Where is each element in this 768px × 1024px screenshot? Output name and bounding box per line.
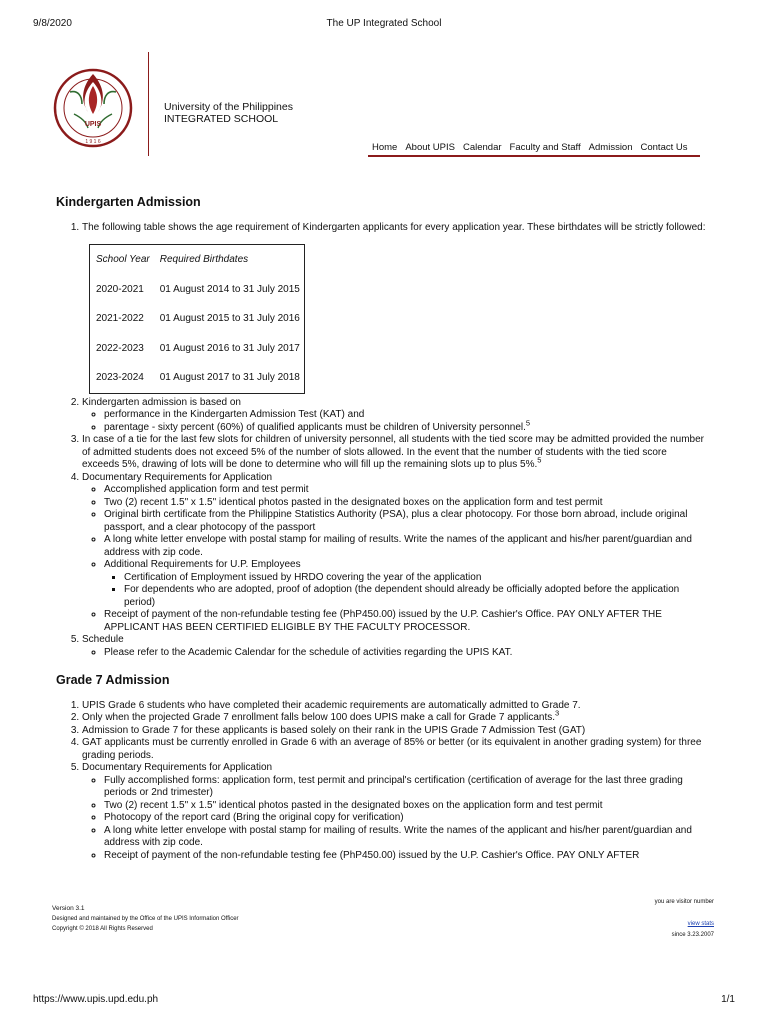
- table-row: [90, 275, 305, 305]
- kinder-heading: Kindergarten Admission: [56, 195, 201, 209]
- list-item-text: Additional Requirements for U.P. Employees: [104, 559, 301, 570]
- list-item: ◦ performance in the Kindergarten Admission Test (KAT) and: [104, 409, 706, 422]
- visitor-counter-label: you are visitor number: [654, 899, 714, 905]
- kinder-item-2: [82, 397, 706, 435]
- kinder-item-1: [82, 222, 706, 394]
- nav-faculty[interactable]: Faculty and Staff: [509, 142, 581, 153]
- list-item: ◦ Please refer to the Academic Calendar for the schedule of activities regarding the UPIS KAT.: [104, 647, 706, 660]
- grade7-item-2-text: Only when the projected Grade 7 enrollment falls below 100 does UPIS make a call for Grade 7 applicants.: [82, 712, 556, 723]
- site-footer-left: [52, 904, 239, 934]
- list-item: ◦ Original birth certificate from the Philippine Statistics Authority (PSA), plus a clear photocopy. For those born abroad, include original passport, and a clear photocopy of the passport: [104, 509, 706, 534]
- print-header: [33, 18, 735, 32]
- list-item: ▪ For dependents who are adopted, proof of adoption (the dependent should already be officially adopted before the application period): [124, 584, 706, 609]
- nav-about[interactable]: About UPIS: [405, 142, 455, 153]
- since-text: since 3.23.2007: [671, 932, 714, 938]
- list-item: ◦ Fully accomplished forms: application form, test permit and principal's certification (certification of average for the last three grading periods or 2nd trimester): [104, 775, 706, 800]
- list-item: ◦ Accomplished application form and test permit: [104, 484, 706, 497]
- table-row: [90, 304, 305, 334]
- list-item: ◦ A long white letter envelope with postal stamp for mailing of results. Write the names of the applicant and his/her parent/guardian and address with zip code.: [104, 534, 706, 559]
- page-number: 1/1: [721, 994, 735, 1005]
- list-item: ◦ Receipt of payment of the non-refundable testing fee (PhP450.00) issued by the U.P. Cashier's Office. PAY ONLY AFTER THE APPLICANT HAS BEEN CERTIFIED ELIGIBLE BY THE FACULTY PROCESSOR.: [104, 609, 706, 634]
- print-title: The UP Integrated School: [326, 18, 442, 29]
- upis-seal-logo[interactable]: [52, 52, 134, 164]
- grade7-list: [56, 700, 706, 863]
- grade7-item-1: 1. UPIS Grade 6 students who have completed their academic requirements are automatically admitted to Grade 7.: [82, 700, 706, 713]
- kinder-list: [56, 222, 706, 660]
- kinder-item-4-text: Documentary Requirements for Application: [82, 471, 273, 483]
- grade7-item-4: 4. GAT applicants must be currently enrolled in Grade 6 with an average of 85% or better (or its equivalent in another grading system) for three grading periods.: [82, 737, 706, 762]
- table-header-year: School Year: [96, 254, 150, 265]
- view-stats-link[interactable]: view stats: [687, 921, 714, 927]
- seal-text: UPIS: [84, 121, 102, 128]
- kinder-item-3-text: In case of a tie for the last few slots for children of university personnel, all students with the tied score may be admitted provided the number of admitted students does not exceed 5% of the number of slots allowed. In the event that the number of students with the tied score exceeds 5%, drawing of lots will be done to determine who will fill up the remaining slots up to plus 5%.: [82, 434, 704, 470]
- seal-year: 1 9 1 6: [85, 139, 101, 145]
- school-name: [164, 101, 293, 125]
- grade7-item-5-text: Documentary Requirements for Application: [82, 762, 273, 773]
- table-cell-year: 2022-2023: [96, 342, 144, 354]
- main-nav: [368, 142, 700, 153]
- grade7-item-3: 3. Admission to Grade 7 for these applicants is based solely on their rank in the UPIS Grade 7 Admission Test (GAT): [82, 725, 706, 738]
- designed-by-text: Designed and maintained by the Office of the UPIS Information Officer: [52, 916, 239, 922]
- list-item: ◦ Receipt of payment of the non-refundable testing fee (PhP450.00) issued by the U.P. Cashier's Office. PAY ONLY AFTER: [104, 850, 706, 863]
- kinder-item-3: [82, 434, 706, 472]
- table-cell-range: 01 August 2015 to 31 July 2016: [159, 313, 300, 324]
- header-divider: [148, 52, 149, 156]
- list-item-text: parentage - sixty percent (60%) of qualified applicants must be children of University personnel.: [104, 421, 526, 433]
- kinder-item-1-text: The following table shows the age requirement of Kindergarten applicants for every application year. These birthdates will be strictly followed:: [82, 221, 706, 233]
- site-footer-right: [655, 897, 714, 941]
- main-content: [56, 192, 706, 862]
- grade7-heading: Grade 7 Admission: [56, 673, 170, 687]
- footnote-ref: 3: [555, 708, 560, 718]
- footnote-ref: 5: [537, 455, 542, 465]
- table-cell-range: 01 August 2017 to 31 July 2018: [159, 372, 300, 383]
- kinder-item-5: [82, 634, 706, 659]
- table-cell-year: 2021-2022: [96, 313, 144, 324]
- table-cell-range: 01 August 2016 to 31 July 2017: [159, 342, 300, 354]
- table-cell-year: 2020-2021: [96, 283, 144, 295]
- table-row: [90, 363, 305, 393]
- print-date: 9/8/2020: [33, 18, 72, 29]
- nav-calendar[interactable]: Calendar: [462, 142, 502, 153]
- birthdate-table: [89, 244, 305, 394]
- nav-home[interactable]: Home: [372, 142, 398, 153]
- table-cell-year: 2023-2024: [96, 372, 144, 383]
- list-item: ◦ Two (2) recent 1.5" x 1.5" identical photos pasted in the designated boxes on the application form and test permit: [104, 497, 706, 510]
- list-item: ▪ Certification of Employment issued by HRDO covering the year of the application: [124, 572, 706, 585]
- list-item: ◦ Photocopy of the report card (Bring the original copy for verification): [104, 812, 706, 825]
- table-row: [90, 334, 305, 364]
- print-url: https://www.upis.upd.edu.ph: [33, 994, 159, 1005]
- kinder-item-4: [82, 472, 706, 635]
- nav-underline: [368, 155, 700, 157]
- nav-admission[interactable]: Admission: [588, 142, 633, 153]
- grade7-item-2: [82, 708, 706, 725]
- nav-contact[interactable]: Contact Us: [640, 142, 688, 153]
- kinder-item-5-text: Schedule: [82, 634, 124, 645]
- school-name-line1: University of the Philippines: [164, 101, 293, 113]
- kinder-item-2-text: Kindergarten admission is based on: [82, 396, 241, 408]
- footnote-ref: 5: [525, 418, 531, 428]
- school-name-line2: INTEGRATED SCHOOL: [164, 113, 279, 125]
- list-item: [104, 559, 706, 609]
- table-header-birthdates: Required Birthdates: [159, 254, 249, 265]
- grade7-item-5: [82, 762, 706, 862]
- list-item: [104, 418, 706, 435]
- version-text: Version 3.1: [52, 905, 85, 912]
- list-item: ◦ A long white letter envelope with postal stamp for mailing of results. Write the names of the applicant and his/her parent/guardian and address with zip code.: [104, 825, 706, 850]
- list-item: ◦ Two (2) recent 1.5" x 1.5" identical photos pasted in the designated boxes on the application form and test permit: [104, 800, 706, 813]
- table-cell-range: 01 August 2014 to 31 July 2015: [159, 283, 300, 295]
- copyright-text: Copyright © 2018 All Rights Reserved: [52, 926, 153, 932]
